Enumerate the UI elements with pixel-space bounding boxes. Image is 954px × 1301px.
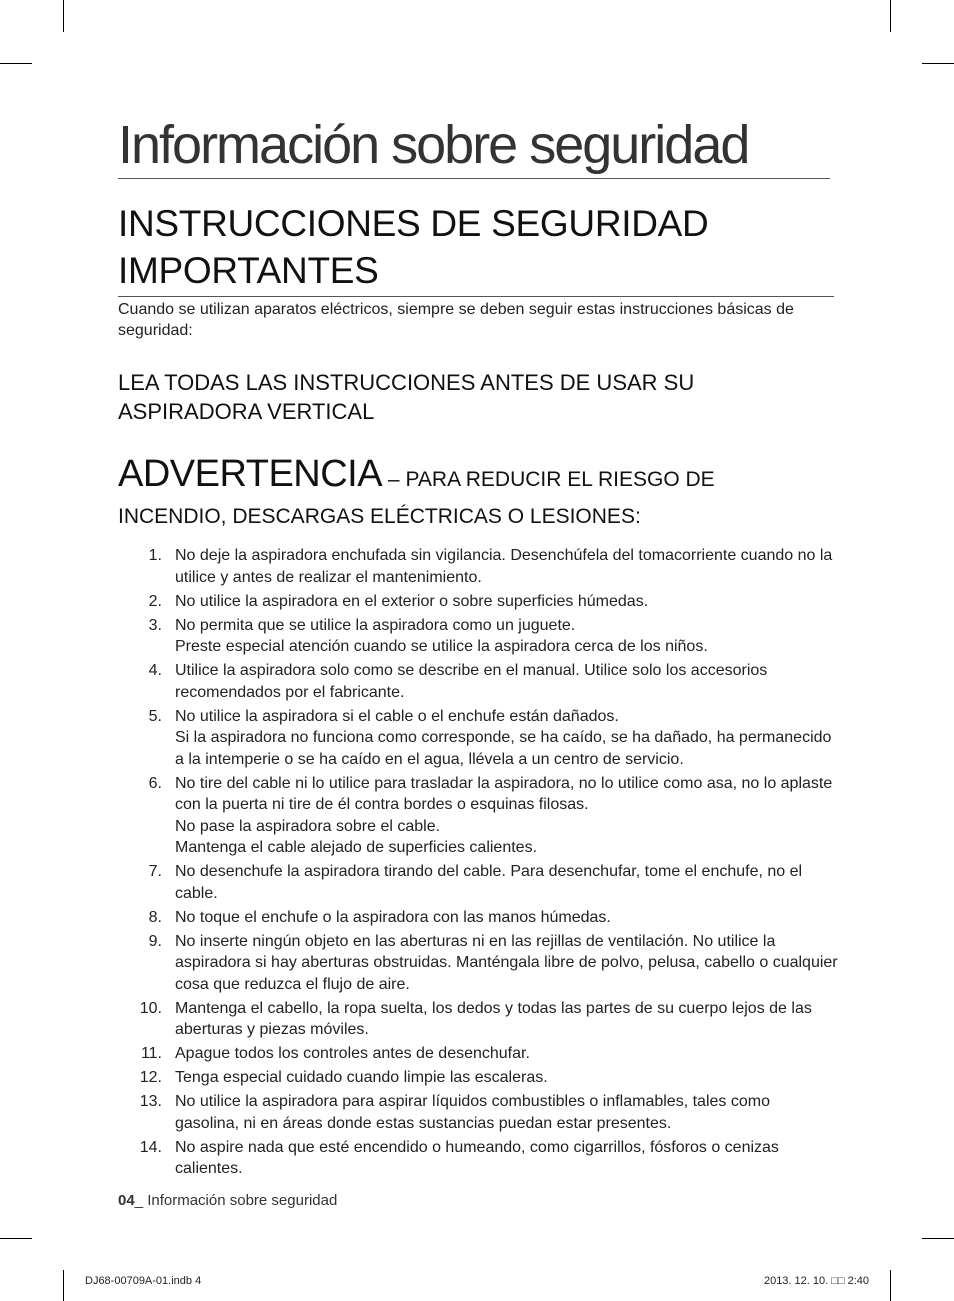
list-item <box>118 907 838 929</box>
page-heading: INSTRUCCIONES DE SEGURIDAD IMPORTANTES <box>118 200 834 297</box>
list-item <box>118 931 838 996</box>
crop-mark <box>890 0 891 32</box>
list-item <box>118 861 838 904</box>
list-item <box>118 545 838 588</box>
list-item-text: Mantenga el cabello, la ropa suelta, los dedos y todas las partes de su cuerpo lejos de las aberturas y piezas móviles. <box>175 999 812 1038</box>
list-item-number: 1. <box>148 547 162 564</box>
crop-mark <box>0 1238 32 1239</box>
list-item <box>118 660 838 703</box>
list-item-text: Preste especial atención cuando se utilice la aspiradora cerca de los niños. <box>175 638 708 655</box>
list-item <box>118 1137 838 1180</box>
list-item-text: No desenchufe la aspiradora tirando del cable. Para desenchufar, tome el enchufe, no el cable. <box>175 863 803 902</box>
crop-mark <box>922 63 954 64</box>
list-item <box>118 706 838 771</box>
list-item-text: Mantenga el cable alejado de superficies calientes. <box>175 839 538 856</box>
list-item-text: No utilice la aspiradora para aspirar líquidos combustibles o inflamables, tales como gasolina, ni en áreas donde estas sustancias puedan estar presentes. <box>175 1093 770 1132</box>
list-item-text: No inserte ningún objeto en las aberturas ni en las rejillas de ventilación. No utilice la aspiradora si hay aberturas obstruidas. Manténgala libre de polvo, pelusa, cabello o cualquier cosa que reduzca el flujo de aire. <box>175 932 838 993</box>
list-item-text: No deje la aspiradora enchufada sin vigilancia. Desenchúfela del tomacorriente cuando no la utilice y antes de realizar el mantenimiento. <box>175 547 833 586</box>
safety-rules-list <box>118 545 838 1182</box>
section-title: Información sobre seguridad <box>118 112 830 179</box>
intro-paragraph: Cuando se utilizan aparatos eléctricos, siempre se deben seguir estas instrucciones básicas de seguridad: <box>118 301 794 339</box>
list-item <box>118 615 838 658</box>
list-item <box>118 1043 838 1065</box>
list-item-text: Apague todos los controles antes de desenchufar. <box>175 1045 530 1062</box>
warning-rest: – PARA REDUCIR EL RIESGO DE <box>382 468 715 491</box>
list-item-number: 9. <box>148 932 162 950</box>
list-item-number: 3. <box>148 616 162 634</box>
list-item <box>118 591 838 613</box>
crop-mark <box>922 1238 954 1239</box>
list-item <box>118 1067 838 1089</box>
list-item-text: No utilice la aspiradora si el cable o el enchufe están dañados. <box>175 707 619 725</box>
page-label: _ Información sobre seguridad <box>134 1192 338 1209</box>
list-item <box>118 1091 838 1134</box>
list-item-number: 13. <box>139 1093 162 1110</box>
list-item-text: No utilice la aspiradora en el exterior o sobre superficies húmedas. <box>175 592 649 610</box>
list-item-number: 10. <box>139 999 162 1017</box>
list-item-text: No toque el enchufe o la aspiradora con las manos húmedas. <box>175 908 611 926</box>
crop-mark <box>63 0 64 32</box>
list-item-text: No pase la aspiradora sobre el cable. <box>175 817 441 835</box>
warning-line2: INCENDIO, DESCARGAS ELÉCTRICAS O LESIONES: <box>118 505 641 528</box>
list-item-number: 4. <box>148 662 162 679</box>
page-number: 04 <box>118 1192 135 1209</box>
list-item <box>118 773 838 859</box>
list-item-number: 11. <box>140 1045 162 1062</box>
warning-heading <box>118 453 838 530</box>
crop-mark <box>63 1270 64 1301</box>
list-item-text: Utilice la aspiradora solo como se describe en el manual. Utilice solo los accesorios recomendados por el fabricante. <box>175 662 768 701</box>
list-item-text: Si la aspiradora no funciona como corresponde, se ha caído, se ha dañado, ha permanecido a la intemperie o se ha caído en el agua, llévela a un centro de servicio. <box>175 729 832 768</box>
list-item-text: Tenga especial cuidado cuando limpie las escaleras. <box>175 1069 548 1086</box>
list-item-number: 7. <box>148 863 162 880</box>
list-item-number: 6. <box>148 774 162 792</box>
list-item-text: No tire del cable ni lo utilice para trasladar la aspiradora, no lo utilice como asa, no lo aplaste con la puerta ni tire de él contra bordes o esquinas filosas. <box>175 774 833 813</box>
warning-word: ADVERTENCIA <box>118 453 383 495</box>
list-item-number: 8. <box>148 908 162 926</box>
page-footer <box>118 1192 337 1209</box>
print-slug-date: 2013. 12. 10. □□ 2:40 <box>763 1275 869 1287</box>
list-item <box>118 998 838 1041</box>
read-instructions-heading: LEA TODAS LAS INSTRUCCIONES ANTES DE USAR SU ASPIRADORA VERTICAL <box>118 370 695 424</box>
list-item-number: 5. <box>148 707 162 725</box>
crop-mark <box>0 63 32 64</box>
list-item-text: No aspire nada que esté encendido o humeando, como cigarrillos, fósforos o cenizas calientes. <box>175 1138 779 1177</box>
list-item-number: 2. <box>148 592 162 610</box>
list-item-number: 14. <box>139 1138 162 1156</box>
crop-mark <box>890 1270 891 1301</box>
list-item-number: 12. <box>139 1069 162 1086</box>
print-slug-file: DJ68-00709A-01.indb 4 <box>85 1275 202 1287</box>
list-item-text: No permita que se utilice la aspiradora como un juguete. <box>175 616 576 634</box>
